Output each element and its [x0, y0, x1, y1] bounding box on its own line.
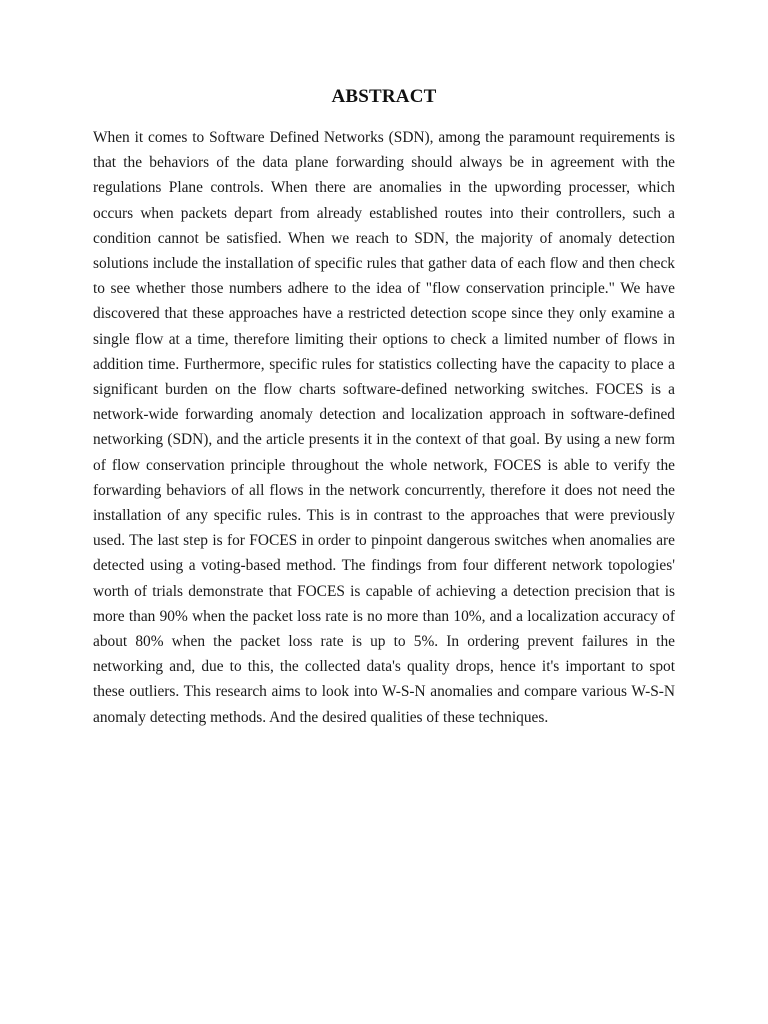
abstract-heading: ABSTRACT: [331, 86, 437, 107]
abstract-paragraph: When it comes to Software Defined Networks (SDN), among the paramount requirements is that the behaviors of the data plane forwarding should always be in agreement with the regulations Plane controls. When there are anomalies in the upwording processer, which occurs when packets depart from already established routes into their controllers, such a condition cannot be satisfied. When we reach to SDN, the majority of anomaly detection solutions include the installation of specific rules that gather data of each flow and then check to see whether those numbers adhere to the idea of "flow conservation principle." We have discovered that these approaches have a restricted detection scope since they only examine a single flow at a time, therefore limiting their options to check a limited number of flows in addition time. Furthermore, specific rules for statistics collecting have the capacity to place a significant burden on the flow charts software-defined networking switches. FOCES is a network-wide forwarding anomaly detection and localization approach in software-defined networking (SDN), and the article presents it in the context of that goal. By using a new form of flow conservation principle throughout the whole network, FOCES is able to verify the forwarding behaviors of all flows in the network concurrently, therefore it does not need the installation of any specific rules. This is in contrast to the approaches that were previously used. The last step is for FOCES in order to pinpoint dangerous switches when anomalies are detected using a voting-based method. The findings from four different network topologies' worth of trials demonstrate that FOCES is capable of achieving a detection precision that is more than 90% when the packet loss rate is no more than 10%, and a localization accuracy of about 80% when the packet loss rate is up to 5%. In ordering prevent failures in the networking and, due to this, the collected data's quality drops, hence it's important to spot these outliers. This research aims to look into W-S-N anomalies and compare various W-S-N anomaly detecting methods. And the desired qualities of these techniques.: [93, 129, 675, 726]
